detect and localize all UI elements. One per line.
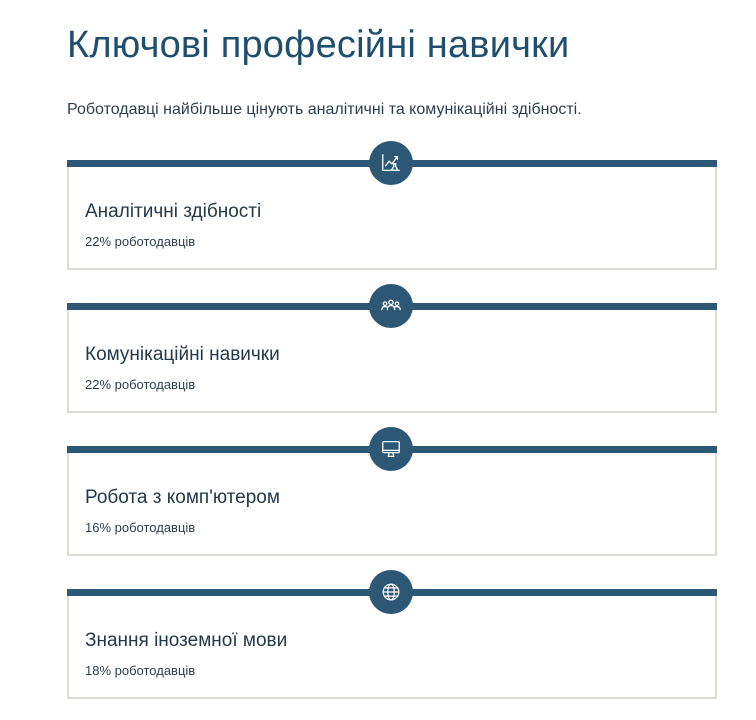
- chart-flask-icon: [369, 141, 413, 185]
- page-title: Ключові професійні навички: [67, 24, 570, 66]
- globe-icon: [369, 570, 413, 614]
- page-subtitle: Роботодавці найбільше цінують аналітичні та комунікаційні здібності.: [67, 101, 582, 118]
- skill-share: 18% роботодавців: [85, 663, 196, 678]
- skill-card-analytical: [67, 160, 717, 270]
- skill-name: Аналітичні здібності: [85, 201, 262, 222]
- skill-name: Робота з комп'ютером: [85, 487, 280, 508]
- monitor-icon: [369, 427, 413, 471]
- skill-name: Знання іноземної мови: [85, 630, 288, 651]
- skill-card-communication: [67, 303, 717, 413]
- skill-name: Комунікаційні навички: [85, 344, 280, 365]
- skill-share: 22% роботодавців: [85, 234, 196, 249]
- skill-share: 22% роботодавців: [85, 377, 196, 392]
- people-group-icon: [369, 284, 413, 328]
- skill-share: 16% роботодавців: [85, 520, 196, 535]
- skill-card-computer: [67, 446, 717, 556]
- skill-card-languages: [67, 589, 717, 699]
